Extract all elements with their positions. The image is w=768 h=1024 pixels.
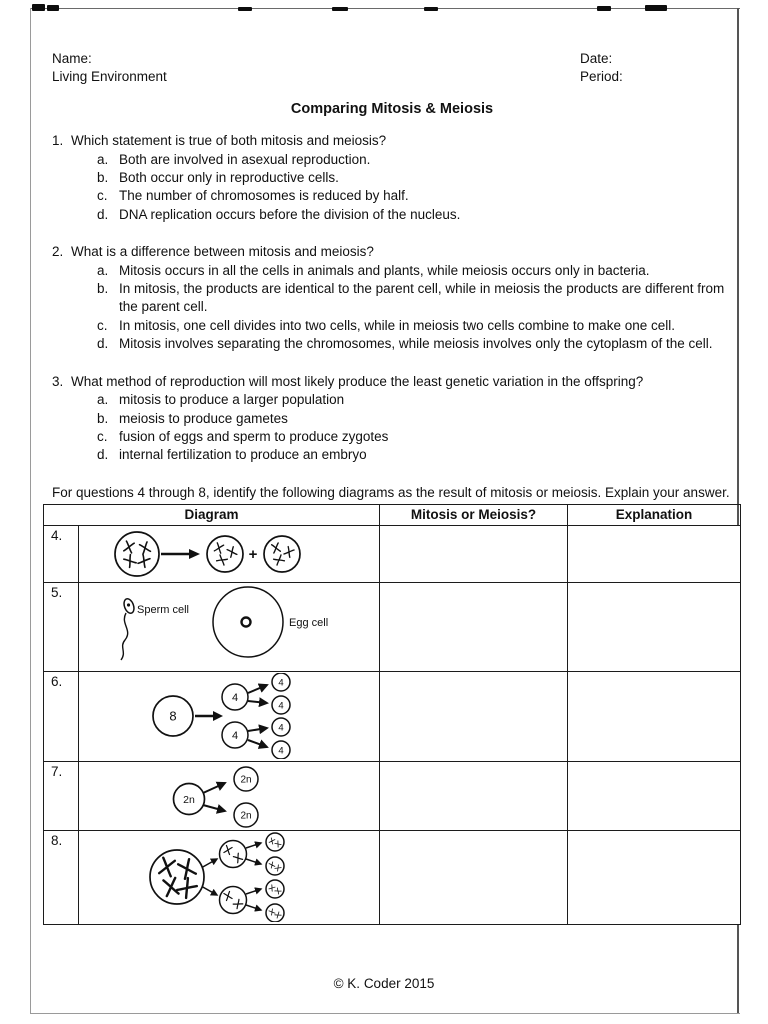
arrow [246,905,261,910]
answer-explanation-7 [568,762,741,831]
course-title: Living Environment [52,69,167,85]
answer-explanation-8 [568,831,741,925]
diagram-5-gametes [89,584,389,669]
daughter-cell [207,536,243,572]
chromosome-count: 8 [169,708,177,724]
table-row [44,583,741,672]
arrow [201,859,217,868]
question-2 [52,243,732,353]
arrow [203,783,225,793]
choice-letter: b. [97,410,109,426]
diagram-cell-4 [79,526,380,583]
plus-sign: + [248,546,258,564]
scan-artifact [597,6,611,11]
table-intro: For questions 4 through 8, identify the following diagrams as the result of mitosis or meiosis. Explain your answer. [52,484,730,500]
choice-text: Mitosis involves separating the chromosomes, while meiosis involves only the cytoplasm of the cell. [119,336,713,352]
ploidy-label: 2n [240,810,252,822]
table-header-row [44,505,741,526]
scan-artifact [645,5,667,11]
scan-artifact [238,7,252,11]
choice-letter: b. [97,170,109,186]
answer-mitosis-or-meiosis-8 [380,831,568,925]
scan-artifact [424,7,438,11]
col-header-explanation: Explanation [568,505,741,526]
parent-cell [115,532,159,576]
table-row [44,762,741,831]
table-row [44,672,741,762]
intermediate-cell [220,887,247,914]
choice-text: internal fertilization to produce an embryo [119,447,367,463]
diagram-4-cell-division [89,527,389,580]
arrow [201,886,217,895]
row-number-cell: 8. [44,831,79,925]
answer-explanation-6 [568,672,741,762]
arrow [246,843,261,848]
choice [97,187,732,205]
egg-nucleus [242,618,251,627]
arrow [246,859,261,864]
answer-explanation-4 [568,526,741,583]
arrow [248,728,267,731]
choice-letter: c. [97,188,108,204]
choice [97,335,732,353]
choice-text: DNA replication occurs before the division of the nucleus. [119,206,461,222]
worksheet-title: Comparing Mitosis & Meiosis [290,100,494,117]
question-number: 1. [52,133,64,149]
answer-mitosis-or-meiosis-6 [380,672,568,762]
worksheet-header [52,50,732,87]
choice [97,410,732,428]
answer-mitosis-or-meiosis-4 [380,526,568,583]
col-header-mitosis-or-meiosis: Mitosis or Meiosis? [380,505,568,526]
choice-letter: a. [97,151,109,167]
choice [97,317,732,335]
diagram-cell-5 [79,583,380,672]
scan-artifact [30,8,740,9]
scan-artifact [332,7,348,11]
choice-letter: d. [97,447,109,463]
choice-letter: c. [97,428,108,444]
scan-artifact [47,5,59,11]
sperm-nucleus [127,604,130,607]
choice [97,206,732,224]
name-label: Name: [52,51,92,66]
diagram-cell-7 [79,762,380,831]
choice-text: fusion of eggs and sperm to produce zygotes [119,428,389,444]
table-row [44,526,741,583]
ploidy-label: 2n [240,774,252,786]
egg-cell-drawing [213,587,283,657]
question-3 [52,373,732,465]
egg-cell-label: Egg cell [289,617,329,630]
row-number-cell: 6. [44,672,79,762]
diagram-8-meiosis-cells [89,832,389,922]
arrow [248,685,267,693]
choice-text: mitosis to produce a larger population [119,392,345,408]
scan-artifact [30,8,31,1014]
choice-letter: a. [97,392,109,408]
sperm-tail [121,613,128,660]
choice-text: meiosis to produce gametes [119,410,288,426]
footer-copyright: © K. Coder 2015 [333,976,435,991]
choice-text: The number of chromosomes is reduced by half. [119,188,409,204]
arrow [248,701,267,703]
question-number: 2. [52,244,64,260]
intermediate-cell [220,841,247,868]
choice [97,280,732,317]
chromosome-count: 4 [231,730,239,743]
row-number-cell: 7. [44,762,79,831]
choice [97,446,732,464]
choices-list [97,262,732,354]
choice [97,169,732,187]
answer-mitosis-or-meiosis-5 [380,583,568,672]
choice-text: Both occur only in reproductive cells. [119,170,339,186]
scan-artifact [32,4,45,11]
diagram-cell-6 [79,672,380,762]
ploidy-label: 2n [183,794,195,807]
diagram-cell-8 [79,831,380,925]
choice-letter: d. [97,206,109,222]
diagram-7-2n-division [89,763,389,828]
sperm-cell-label: Sperm cell [137,604,189,617]
chromosome-count: 4 [278,745,284,757]
question-text: Which statement is true of both mitosis and meiosis? [71,133,387,149]
sperm-cell-drawing [121,598,136,661]
diagram-6-chromosome-numbers [89,673,389,759]
diagram-table [43,504,741,925]
choice-letter: d. [97,336,109,352]
row-number-cell: 5. [44,583,79,672]
choice-text: Both are involved in asexual reproduction. [119,151,371,167]
arrow [203,805,225,811]
choice-text: In mitosis, one cell divides into two cells, while in meiosis two cells combine to make one cell. [119,317,675,333]
choice-text: Mitosis occurs in all the cells in animals and plants, while meiosis occurs only in bacteria. [119,262,650,278]
choice-letter: b. [97,281,109,297]
choices-list [97,391,732,465]
table-row [44,831,741,925]
daughter-cell [264,536,300,572]
choice [97,391,732,409]
date-label: Date: [580,51,613,66]
scan-artifact [30,1013,740,1014]
arrowhead-icon [189,549,200,559]
final-cell [266,833,284,851]
arrow [246,889,261,894]
question-1 [52,132,732,224]
choice [97,262,732,280]
final-cell [266,857,284,875]
chromosome-count: 4 [278,677,284,689]
chromosome-count: 4 [278,722,284,734]
choice-letter: a. [97,262,109,278]
col-header-diagram: Diagram [44,505,380,526]
row-number-cell: 4. [44,526,79,583]
answer-mitosis-or-meiosis-7 [380,762,568,831]
chromosome-count: 4 [278,700,284,712]
question-text: What method of reproduction will most likely produce the least genetic variation in the offspring? [71,373,644,389]
choice-text: In mitosis, the products are identical to the parent cell, while in meiosis the products are different from the parent cell. [119,281,725,315]
question-text: What is a difference between mitosis and meiosis? [71,244,374,260]
arrow [248,740,267,747]
answer-explanation-5 [568,583,741,672]
question-number: 3. [52,373,64,389]
period-label: Period: [580,69,623,85]
choice [97,151,732,169]
choices-list [97,151,732,225]
choice-letter: c. [97,317,108,333]
choice [97,428,732,446]
arrowhead-icon [213,711,223,721]
chromosome-count: 4 [231,692,239,705]
parent-cell [150,850,204,904]
